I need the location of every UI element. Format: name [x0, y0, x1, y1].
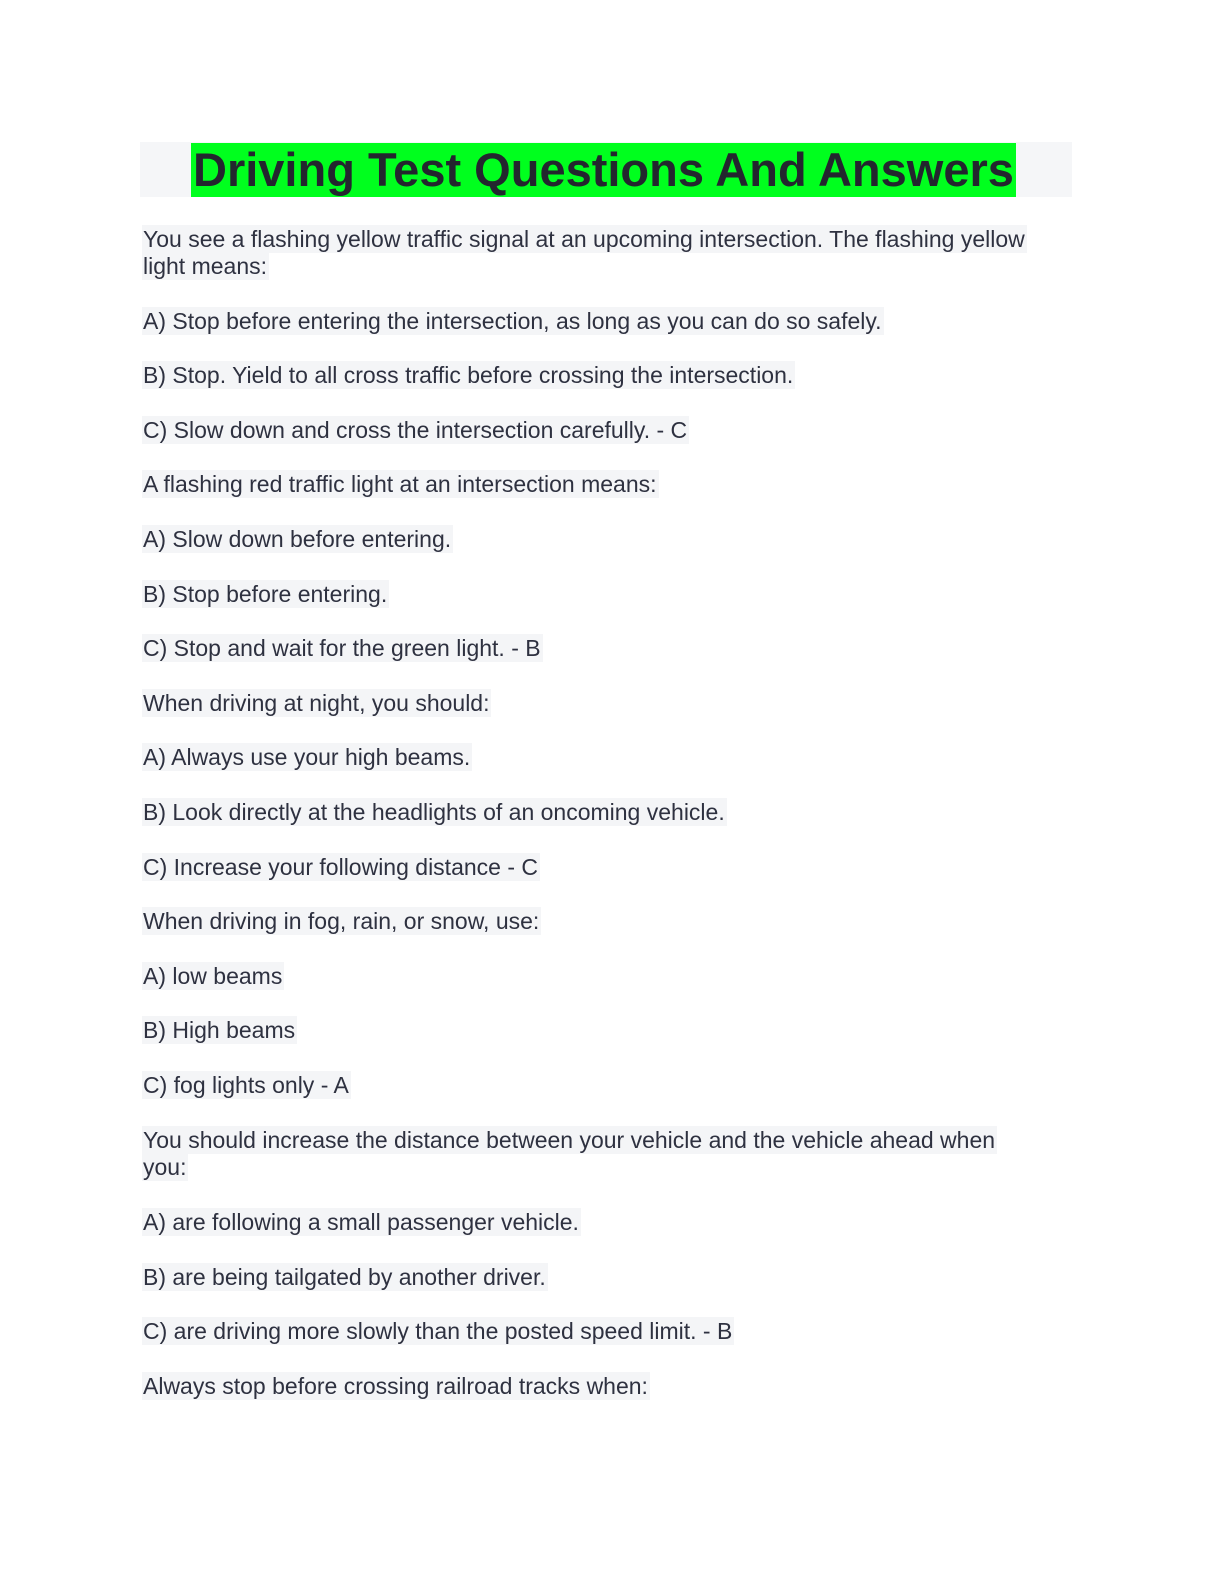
- line-text: When driving in fog, rain, or snow, use:: [143, 908, 540, 934]
- question-line: [142, 908, 541, 935]
- answer-option: [142, 854, 540, 881]
- question-line: [142, 1154, 188, 1181]
- line-text: light means:: [143, 253, 268, 279]
- line-text: A) Stop before entering the intersection, as long as you can do so safely.: [143, 308, 882, 334]
- question-line: [142, 226, 1027, 253]
- line-text: A flashing red traffic light at an intersection means:: [143, 471, 657, 497]
- answer-option: [142, 1072, 351, 1099]
- answer-option: [142, 1318, 734, 1345]
- line-text: You see a flashing yellow traffic signal at an upcoming intersection. The flashing yellow: [143, 226, 1025, 252]
- answer-option: [142, 308, 884, 335]
- page-title: Driving Test Questions And Answers: [193, 143, 1014, 196]
- line-text: A) Always use your high beams.: [143, 744, 471, 770]
- answer-option: [142, 581, 389, 608]
- line-text: You should increase the distance between your vehicle and the vehicle ahead when: [143, 1127, 996, 1153]
- line-text: B) Stop. Yield to all cross traffic before crossing the intersection.: [143, 362, 794, 388]
- answer-option: [142, 417, 689, 444]
- question-line: [142, 1373, 650, 1400]
- line-text: B) High beams: [143, 1017, 296, 1043]
- line-text: C) Stop and wait for the green light. - B: [143, 635, 541, 661]
- answer-option: [142, 744, 472, 771]
- question-line: [142, 1127, 997, 1154]
- answer-option: [142, 1264, 548, 1291]
- question-line: [142, 471, 659, 498]
- answer-option: [142, 526, 453, 553]
- line-text: Always stop before crossing railroad tracks when:: [143, 1373, 648, 1399]
- answer-option: [142, 362, 795, 389]
- line-text: C) Increase your following distance - C: [143, 854, 538, 880]
- line-text: B) Stop before entering.: [143, 581, 388, 607]
- answer-option: [142, 799, 727, 826]
- line-text: A) Slow down before entering.: [143, 526, 452, 552]
- answer-option: [142, 1209, 581, 1236]
- line-text: C) Slow down and cross the intersection carefully. - C: [143, 417, 688, 443]
- line-text: B) Look directly at the headlights of an oncoming vehicle.: [143, 799, 725, 825]
- line-text: C) are driving more slowly than the posted speed limit. - B: [143, 1318, 733, 1344]
- answer-option: [142, 963, 284, 990]
- question-line: [142, 253, 269, 280]
- line-text: When driving at night, you should:: [143, 690, 490, 716]
- line-text: B) are being tailgated by another driver.: [143, 1264, 546, 1290]
- line-text: A) are following a small passenger vehicle.: [143, 1209, 579, 1235]
- question-line: [142, 690, 491, 717]
- line-text: A) low beams: [143, 963, 283, 989]
- answer-option: [142, 1017, 297, 1044]
- answer-option: [142, 635, 543, 662]
- line-text: you:: [143, 1154, 187, 1180]
- line-text: C) fog lights only - A: [143, 1072, 349, 1098]
